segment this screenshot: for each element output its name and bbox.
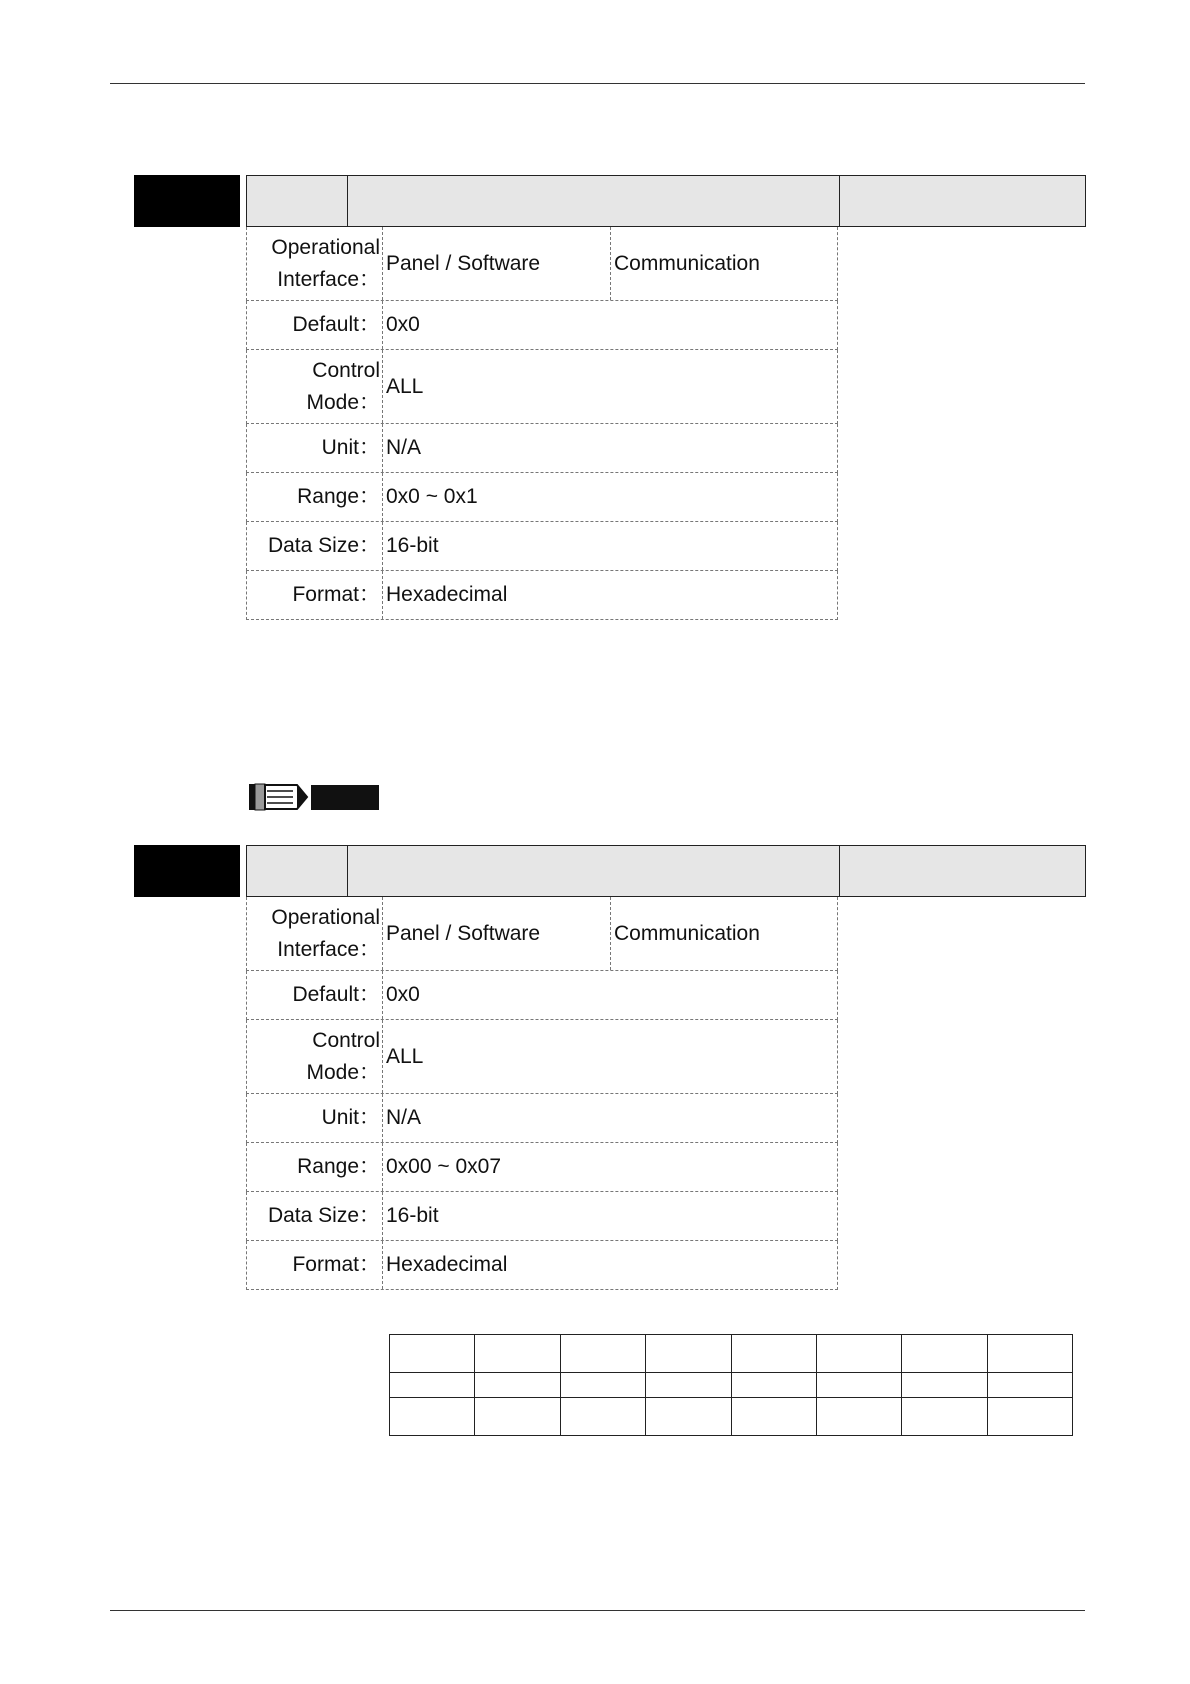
value-format: Hexadecimal	[386, 1253, 508, 1276]
row-format	[246, 571, 838, 620]
row-format	[246, 1241, 838, 1290]
row-unit	[246, 1094, 838, 1143]
row-operational-interface	[246, 227, 838, 301]
parameter-code-tag	[134, 175, 240, 227]
value-unit: N/A	[386, 436, 422, 459]
label-unit: Unit：	[247, 424, 383, 472]
label-default: Default：	[247, 301, 383, 349]
label-range: Range：	[247, 473, 383, 521]
row-range	[246, 473, 838, 522]
header-cell-name	[348, 176, 840, 226]
bit-definition-table	[389, 1334, 1073, 1436]
value-control-mode: ALL	[386, 374, 424, 398]
label-range: Range：	[247, 1143, 383, 1191]
footer-rule	[110, 1610, 1085, 1611]
value-unit: N/A	[386, 1106, 422, 1129]
value-range: 0x00 ~ 0x07	[386, 1155, 502, 1178]
label-interface: Interface：	[277, 937, 380, 961]
value-panel: Panel / Software	[383, 227, 611, 300]
value-range: 0x0 ~ 0x1	[386, 485, 478, 508]
value-format: Hexadecimal	[386, 583, 508, 606]
value-control-mode: ALL	[386, 1044, 424, 1068]
pencil-note-icon	[249, 782, 379, 812]
parameter-header	[246, 845, 1086, 897]
label-control: Control	[312, 1028, 380, 1052]
parameter-attributes	[246, 227, 838, 620]
row-data-size	[246, 1192, 838, 1241]
parameter-code-tag	[134, 845, 240, 897]
label-operational: Operational	[271, 235, 380, 259]
label-data-size: Data Size：	[247, 522, 383, 570]
value-data-size: 16-bit	[386, 534, 439, 557]
label-default: Default：	[247, 971, 383, 1019]
header-cell-address	[247, 176, 348, 226]
label-format: Format：	[247, 1241, 383, 1289]
row-range	[246, 1143, 838, 1192]
row-control-mode	[246, 350, 838, 424]
label-control: Control	[312, 358, 380, 382]
table-row	[390, 1398, 1073, 1436]
table-row	[390, 1335, 1073, 1373]
label-interface: Interface：	[277, 267, 380, 291]
row-default	[246, 301, 838, 350]
row-unit	[246, 424, 838, 473]
header-rule	[110, 83, 1085, 84]
parameter-attributes	[246, 897, 838, 1290]
value-default: 0x0	[386, 313, 420, 336]
row-default	[246, 971, 838, 1020]
label-format: Format：	[247, 571, 383, 619]
label-mode: Mode：	[306, 390, 380, 414]
row-control-mode	[246, 1020, 838, 1094]
value-default: 0x0	[386, 983, 420, 1006]
value-data-size: 16-bit	[386, 1204, 439, 1227]
label-mode: Mode：	[306, 1060, 380, 1084]
row-data-size	[246, 522, 838, 571]
label-data-size: Data Size：	[247, 1192, 383, 1240]
table-row	[390, 1372, 1073, 1398]
row-operational-interface	[246, 897, 838, 971]
parameter-header	[246, 175, 1086, 227]
label-operational: Operational	[271, 905, 380, 929]
value-panel: Panel / Software	[383, 897, 611, 970]
value-communication: Communication	[614, 251, 760, 275]
label-unit: Unit：	[247, 1094, 383, 1142]
header-cell-name	[348, 846, 840, 896]
header-cell-address	[247, 846, 348, 896]
value-communication: Communication	[614, 921, 760, 945]
